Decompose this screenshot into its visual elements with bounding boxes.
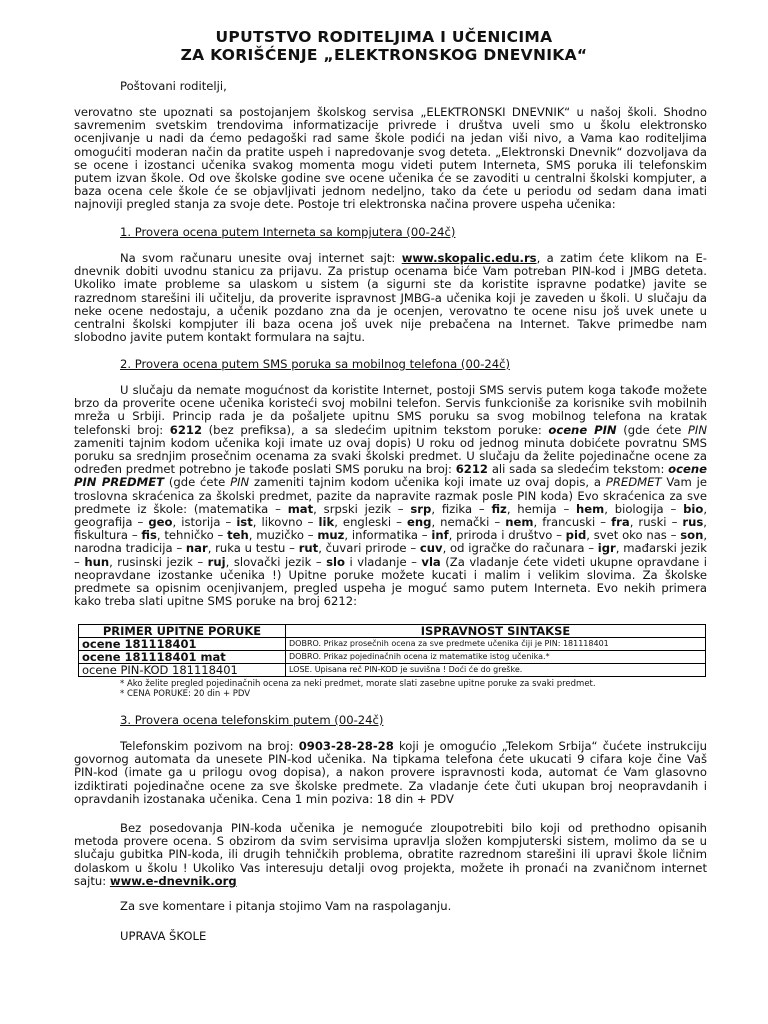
subject-name: , biologija – bbox=[604, 501, 684, 516]
subject-name: , slovački jezik – bbox=[225, 554, 327, 569]
table-header-row bbox=[79, 625, 706, 638]
subject-name: , geografija – bbox=[74, 501, 707, 530]
intro-paragraph: verovatno ste upoznati sa postojanjem školskog servisa „ELEKTRONSKI DNEVNIK“ u našoj školi. Shodno savremenim svetskim trendovima informatizacije privrede i društva uveli smo u školu elektronsko ocenjivanje u nadi da ćemo pedagoški rad same škole podići na jedan viši nivo, a Vama kao roditeljima omogućiti moderan način da pratite uspeh i napredovanje svog deteta. „Elektronski Dnevnik“ dozvoljava da se ocene i izostanci učenika svakog momenta mogu videti putem Interneta, SMS poruka ili telefonskim putem izvan škole. Od ove školske godine sve ocene učenika će se zavoditi u centralni školski kompjuter, a baza ocena cele škole će se objavljivati jednom nedeljno, tako da ćete u periodu od sedam dana imati najnoviji pregled stanja za svoje dete. Postoje tri elektronska načina provere uspeha učenika: bbox=[74, 105, 707, 212]
closing-text: Bez posedovanja PIN-koda učenika je nemoguće zloupotrebiti bilo koji od prethodno opisanih metoda provere ocena. S obzirom da svim servisima upravlja složen kompjuterski sistem, molimo da se u slučaju gubitka PIN-koda, ili drugih tehničkih problema, obratite razrednom starešini ili upravi škole ličnim dolaskom u školu ! Ukoliko Vas interesuju detalji ovog projekta, možete ih pronaći na zvaničnom internet sajtu: bbox=[74, 821, 707, 888]
sms-text: U slučaju da nemate mogućnost da koristite Internet, postoji SMS servis putem koga takođe možete brzo da proverite ocene učenika koristeći svoj mobilni telefon. Servis funkcioniše za korisnike svih mobilnih mreža u Srbiji. Princip rada je da pošaljete upitnu SMS poruku sa svog mobilnog telefona na kratak telefonski broj: bbox=[74, 383, 707, 437]
sms-command: ocene PIN bbox=[548, 422, 617, 437]
table-footnotes bbox=[120, 680, 596, 699]
subject-code: teh bbox=[227, 528, 249, 543]
sms-text: zameniti tajnim kodom učenika koji imate uz ovaj dopis) U roku od jednog minuta dobićete povratnu SMS poruku sa srednjim prosečnim ocenama za svaki školski predmet. U slučaju da želite pojedinačne ocene za određen predmet potrebno je takođe poslati SMS poruku na broj: bbox=[74, 435, 707, 477]
subject-name: , muzičko – bbox=[248, 528, 318, 543]
document-title-line-2: ZA KORIŠĆENJE „ELEKTRONSKOG DNEVNIKA“ bbox=[180, 46, 588, 64]
subject-code: srp bbox=[410, 501, 432, 516]
pin-word: PIN bbox=[687, 422, 708, 437]
thanks-line: Za sve komentare i pitanja stojimo Vam na raspolaganju. bbox=[120, 899, 452, 913]
school-website-link[interactable]: www.skopalic.edu.rs bbox=[401, 251, 537, 265]
subject-name: , čuvari prirode – bbox=[318, 541, 420, 556]
subject-name: , informatika – bbox=[344, 528, 432, 543]
subject-name: , likovno – bbox=[252, 515, 319, 530]
subject-code: inf bbox=[431, 528, 449, 543]
status-cell: DOBRO. Prikaz prosečnih ocena za sve predmete učenika čiji je PIN: 181118401 bbox=[286, 638, 706, 651]
subject-code: rut bbox=[298, 541, 319, 556]
subject-code: igr bbox=[597, 541, 616, 556]
table-header: ISPRAVNOST SINTAKSE bbox=[286, 625, 706, 638]
subject-code: ruj bbox=[207, 554, 226, 569]
subject-name: , ruski – bbox=[629, 515, 683, 530]
subject-name: , engleski – bbox=[334, 515, 408, 530]
footnote: * Ako želite pregled pojedinačnih ocena za neki predmet, morate slati zasebne upitne poruke za svaki predmet. bbox=[120, 679, 596, 689]
section-2-paragraph bbox=[74, 384, 707, 608]
section-1-paragraph bbox=[74, 252, 707, 344]
subject-name: i vladanje – bbox=[344, 554, 422, 569]
table-row bbox=[79, 651, 706, 664]
sms-text: zameniti tajnim kodom učenika koji imate uz ovaj dopis, a bbox=[249, 475, 606, 490]
sms-text: ali sada sa sledećim tekstom: bbox=[488, 462, 669, 477]
section-3-heading: 3. Provera ocena telefonskim putem (00-24č) bbox=[120, 713, 384, 727]
example-cell: ocene 181118401 bbox=[79, 638, 286, 651]
subject-code: eng bbox=[407, 515, 432, 530]
sms-number: 6212 bbox=[455, 462, 489, 477]
subject-name: , ruka u testu – bbox=[207, 541, 299, 556]
table-row bbox=[79, 664, 706, 677]
subject-name: , tehničko – bbox=[156, 528, 228, 543]
predmet-word: PREDMET bbox=[605, 475, 662, 490]
subject-code: pid bbox=[565, 528, 587, 543]
subject-name: , mađarski jezik – bbox=[74, 541, 707, 569]
section-3-paragraph bbox=[74, 740, 707, 806]
phone-text: koji je omogućio „Telekom Srbija“ čućete instrukciju govornog automata da unesete PIN-kod učenika. Na tipkama telefona ćete ukucati 9 cifara koje čine Vaš PIN-kod (imate ga u prilogu ovog dopisa), a nakon provere ispravnosti koda, automat će Vam glasovno izdiktirati pojedinačne ocene za sve školske predmete. Za vladanje ćete čuti ukupan broj neopravdanih i opravdanih izostanaka učenika. Cena 1 min poziva: 18 din + PDV bbox=[74, 739, 707, 806]
sms-examples-table bbox=[78, 624, 706, 677]
subject-code: mat bbox=[287, 501, 314, 516]
table-header: PRIMER UPITNE PORUKE bbox=[79, 625, 286, 638]
status-cell: DOBRO. Prikaz pojedinačnih ocena iz matematike istog učenika.* bbox=[286, 651, 706, 664]
document-title-line-1: UPUTSTVO RODITELJIMA I UČENICIMA bbox=[215, 28, 553, 46]
sms-command-subject: ocene PIN PREDMET bbox=[74, 462, 707, 490]
subject-name: , francuski – bbox=[533, 515, 612, 530]
subject-code: cuv bbox=[419, 541, 443, 556]
section-1-text-rest: , a zatim ćete klikom na E-dnevnik dobiti uvodnu stanicu za prijavu. Za pristup ocenama biće Vam potreban PIN-kod i JMBG deteta. Ukoliko imate probleme sa ulaskom u sistem (a sigurni ste da koristite ispravne podatke) javite se razrednom starešini ili učitelju, da proverite ispravnost JMBG-a učenika koji je zaveden u školi. U slučaju da neke ocene nedostaju, a učenik pozdano zna da je ocenjen, verovatno te ocene nisu još uvek unete u centralni školski kompjuter ili baza ocena još uvek nije prebačena na Internet. Takve primedbe nam slobodno javite putem kontakt formulara na sajtu. bbox=[74, 251, 707, 345]
sms-number: 6212 bbox=[169, 422, 203, 437]
sms-text: (bez prefiksa), a sa sledećim upitnim tekstom poruke: bbox=[202, 422, 549, 437]
subject-code: lik bbox=[318, 515, 335, 530]
example-cell: ocene 181118401 mat bbox=[79, 651, 286, 664]
section-2-heading: 2. Provera ocena putem SMS poruka sa mobilnog telefona (00-24č) bbox=[120, 357, 511, 371]
subject-name: , fizika – bbox=[431, 501, 492, 516]
section-1-heading: 1. Provera ocena putem Interneta sa kompjutera (00-24č) bbox=[120, 225, 456, 239]
subject-code: nar bbox=[185, 541, 208, 556]
subject-code: son bbox=[680, 528, 704, 543]
e-dnevnik-link[interactable]: www.e-dnevnik.org bbox=[109, 873, 237, 888]
sms-text: (gde ćete bbox=[164, 475, 231, 490]
subject-code: fra bbox=[611, 515, 630, 530]
sms-text: (gde ćete bbox=[616, 422, 688, 437]
subject-name: , istorija – bbox=[172, 515, 237, 530]
subject-name: , hemija – bbox=[506, 501, 577, 516]
subject-code: hun bbox=[84, 554, 110, 569]
signature: UPRAVA ŠKOLE bbox=[120, 929, 207, 943]
greeting: Poštovani roditelji, bbox=[120, 79, 227, 93]
phone-number: 0903-28-28-28 bbox=[298, 739, 394, 753]
subject-name: , svet oko nas – bbox=[586, 528, 681, 543]
subject-name: , rusinski jezik – bbox=[109, 554, 208, 569]
table-row bbox=[79, 638, 706, 651]
subject-name: , od igračke do računara – bbox=[442, 541, 598, 556]
sms-text: Vam je troslovna skraćenica za školski predmet, pazite da napravite razmak posle PIN koda) Evo skraćenica za sve predmete iz škole: (matematika – bbox=[74, 475, 707, 516]
subject-code: bio bbox=[683, 501, 704, 516]
subject-name: , fiskultura – bbox=[74, 515, 707, 543]
closing-paragraph bbox=[74, 822, 707, 888]
subject-code: geo bbox=[148, 515, 173, 530]
subject-name: , priroda i društvo – bbox=[448, 528, 566, 543]
subject-code: hem bbox=[576, 501, 605, 516]
subject-code: nem bbox=[505, 515, 534, 530]
pin-word: PIN bbox=[230, 475, 250, 490]
subject-code: vla bbox=[421, 554, 441, 569]
subject-code: rus bbox=[682, 515, 704, 530]
subject-code: fis bbox=[141, 528, 157, 543]
subject-code: muz bbox=[317, 528, 345, 543]
status-cell: LOSE. Upisana reč PIN-KOD je suvišna ! Doći će do greške. bbox=[286, 664, 706, 677]
subject-name: , narodna tradicija – bbox=[74, 528, 708, 556]
section-1-text: Na svom računaru unesite ovaj internet sajt: bbox=[120, 251, 402, 265]
phone-text: Telefonskim pozivom na broj: bbox=[120, 739, 299, 753]
footnote: * CENA PORUKE: 20 din + PDV bbox=[120, 688, 251, 699]
subject-code: ist bbox=[236, 515, 253, 530]
sms-text: (Za vladanje ćete videti ukupne opravdane i neopravdane izostanke učenika !) Upitne poruke možete kucati i malim i velikim slovima. Za školske predmete sa opisnim ocenjivanjem, pregled uspeha je moguć samo putem Interneta. Evo nekih primera kako treba slati upitne SMS poruke na broj 6212: bbox=[74, 554, 707, 609]
example-cell: ocene PIN-KOD 181118401 bbox=[79, 664, 286, 677]
subject-name: , srpski jezik – bbox=[313, 501, 411, 516]
subject-name: , nemački – bbox=[431, 515, 506, 530]
subject-code: slo bbox=[326, 554, 345, 569]
subject-code: fiz bbox=[491, 501, 507, 516]
